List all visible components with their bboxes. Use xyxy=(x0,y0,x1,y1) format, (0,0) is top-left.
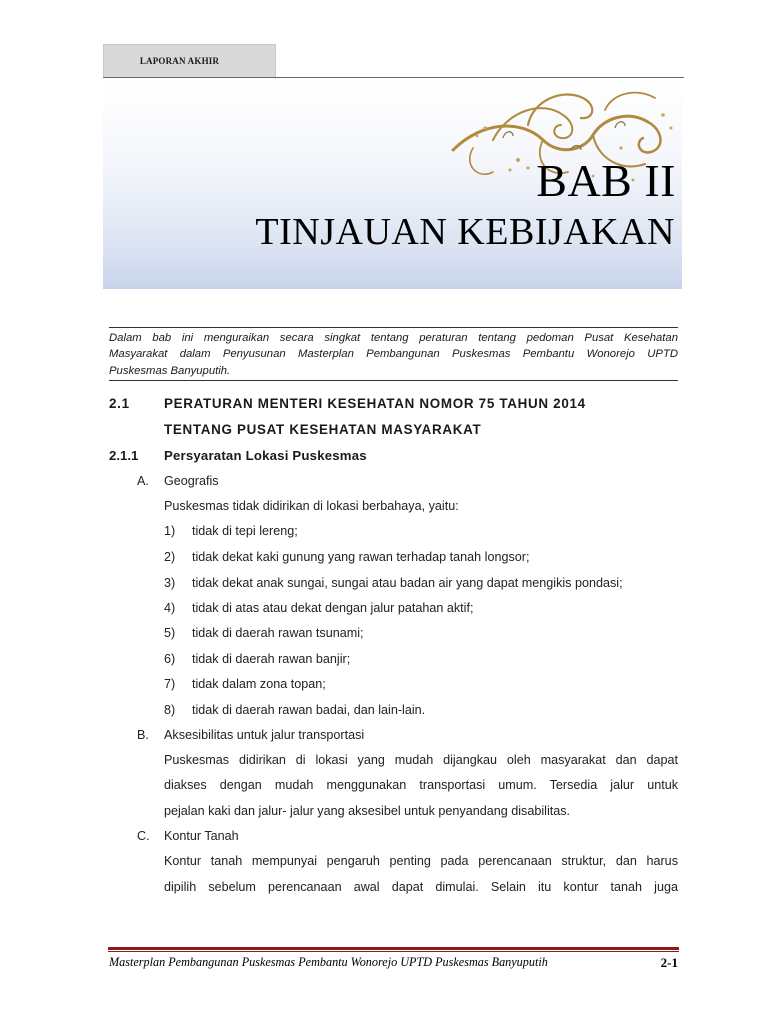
list-item: tidak dekat kaki gunung yang rawan terhadap tanah longsor; xyxy=(192,550,530,564)
list-number: 1) xyxy=(164,524,176,538)
item-letter: C. xyxy=(137,829,150,843)
chapter-abstract xyxy=(109,327,678,381)
paragraph-line: Puskesmas didirikan di lokasi yang mudah dijangkau oleh masyarakat dan dapat xyxy=(164,753,678,767)
item-title: Kontur Tanah xyxy=(164,829,239,843)
list-item: tidak dekat anak sungai, sungai atau badan air yang dapat mengikis pondasi; xyxy=(192,576,623,590)
item-title: Geografis xyxy=(164,474,219,488)
report-label: LAPORAN AKHIR xyxy=(139,56,220,66)
subsection-number: 2.1.1 xyxy=(109,448,139,463)
abstract-line: Dalam bab ini menguraikan secara singkat tentang peraturan tentang pedoman Pusat Kesehatan xyxy=(109,332,678,344)
paragraph-line: pejalan kaki dan jalur- jalur yang aksesibel untuk penyandang disabilitas. xyxy=(164,804,571,818)
item-letter: A. xyxy=(137,474,149,488)
list-number: 2) xyxy=(164,550,176,564)
list-number: 6) xyxy=(164,652,176,666)
paragraph-line: Kontur tanah mempunyai pengaruh penting pada perencanaan struktur, dan harus xyxy=(164,854,678,868)
abstract-line: Masyarakat dalam Penyusunan Masterplan Pembangunan Puskesmas Pembantu Wonorejo UPTD xyxy=(109,348,678,361)
report-label-tab xyxy=(103,44,276,78)
footer-title: Masterplan Pembangunan Puskesmas Pembantu Wonorejo UPTD Puskesmas Banyuputih xyxy=(109,955,548,969)
section-title-line: PERATURAN MENTERI KESEHATAN NOMOR 75 TAHUN 2014 xyxy=(164,396,586,411)
section-number: 2.1 xyxy=(109,396,130,411)
list-number: 7) xyxy=(164,677,176,691)
footer-rule xyxy=(108,947,679,950)
list-number: 8) xyxy=(164,703,176,717)
footer-rule-thin xyxy=(108,951,679,952)
item-intro: Puskesmas tidak didirikan di lokasi berbahaya, yaitu: xyxy=(164,499,459,513)
item-title: Aksesibilitas untuk jalur transportasi xyxy=(164,728,365,742)
abstract-line: Puskesmas Banyuputih. xyxy=(109,364,231,377)
paragraph-line: diakses dengan mudah menggunakan transportasi umum. Tersedia jalur untuk xyxy=(164,778,678,792)
chapter-number: BAB II xyxy=(536,155,676,206)
paragraph-line: dipilih sebelum perencanaan awal dapat dimulai. Selain itu kontur tanah juga xyxy=(164,880,678,894)
list-number: 5) xyxy=(164,626,176,640)
list-item: tidak di daerah rawan tsunami; xyxy=(192,626,364,640)
item-letter: B. xyxy=(137,728,149,742)
list-number: 3) xyxy=(164,576,176,590)
list-item: tidak di daerah rawan badai, dan lain-lain. xyxy=(192,703,426,717)
section-title-line: TENTANG PUSAT KESEHATAN MASYARAKAT xyxy=(164,422,482,437)
chapter-title: TINJAUAN KEBIJAKAN xyxy=(255,211,675,253)
list-item: tidak di daerah rawan banjir; xyxy=(192,652,351,666)
page-number: 2-1 xyxy=(660,955,678,970)
chapter-banner xyxy=(103,80,682,289)
header-rule xyxy=(103,77,684,78)
list-item: tidak dalam zona topan; xyxy=(192,677,326,691)
list-number: 4) xyxy=(164,601,176,615)
list-item: tidak di atas atau dekat dengan jalur patahan aktif; xyxy=(192,601,474,615)
list-item: tidak di tepi lereng; xyxy=(192,524,298,538)
subsection-title: Persyaratan Lokasi Puskesmas xyxy=(164,448,367,463)
